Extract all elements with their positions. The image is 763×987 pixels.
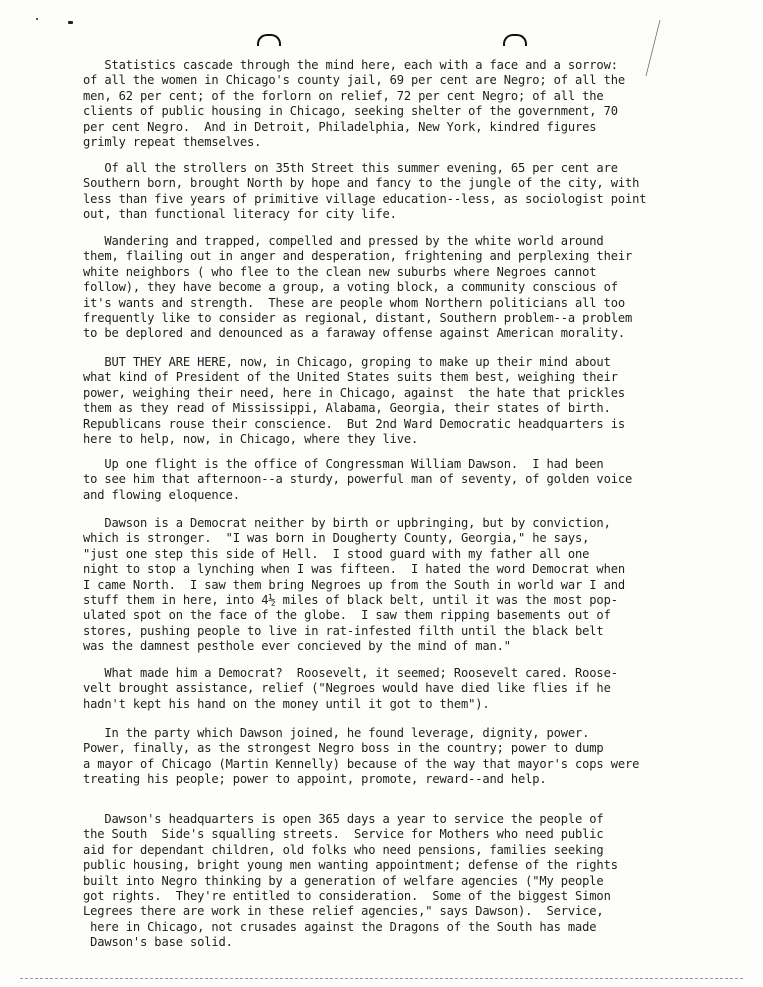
- text-line: white neighbors ( who flee to the clean new suburbs where Negroes cannot: [83, 264, 597, 279]
- text-line: a mayor of Chicago (Martin Kennelly) because of the way that mayor's cops were: [83, 756, 640, 771]
- hole-punch-mark: [68, 21, 73, 24]
- paragraph-party-leverage: [83, 726, 673, 788]
- text-line: Statistics cascade through the mind here, each with a face and a sorrow:: [83, 58, 618, 72]
- text-line: power, weighing their need, here in Chicago, against the hate that prickles: [83, 385, 625, 400]
- text-line: night to stop a lynching when I was fifteen. I hated the word Democrat when: [83, 562, 625, 577]
- text-line: to see him that afternoon--a sturdy, powerful man of seventy, of golden voice: [83, 472, 633, 487]
- text-line: follow), they have become a group, a voting block, a community conscious of: [83, 280, 618, 295]
- staple-mark-left: [257, 34, 281, 46]
- text-line: Dawson is a Democrat neither by birth or upbringing, but by conviction,: [83, 516, 611, 530]
- text-line: In the party which Dawson joined, he found leverage, dignity, power.: [83, 726, 590, 740]
- text-line: got rights. They're entitled to consideration. Some of the biggest Simon: [83, 889, 611, 904]
- paragraph-but-they-are-here: [83, 355, 673, 447]
- text-line: frequently like to consider as regional, distant, Southern problem--a problem: [83, 311, 633, 326]
- text-line: I came North. I saw them bring Negroes up from the South in world war I and: [83, 577, 625, 592]
- text-line: treating his people; power to appoint, promote, reward--and help.: [83, 772, 547, 787]
- text-line: velt brought assistance, relief ("Negroes would have died like flies if he: [83, 681, 611, 696]
- text-line: Dawson's headquarters is open 365 days a year to service the people of: [83, 812, 604, 826]
- paragraph-strollers: [83, 161, 673, 223]
- paragraph-what-made-him: [83, 666, 673, 712]
- scan-bottom-edge: [20, 978, 743, 979]
- text-line: of all the women in Chicago's county jail, 69 per cent are Negro; of all the: [83, 73, 625, 88]
- text-line: Wandering and trapped, compelled and pressed by the white world around: [83, 234, 604, 248]
- text-line: Southern born, brought North by hope and fancy to the jungle of the city, with: [83, 176, 640, 191]
- text-line: aid for dependant children, old folks who need pensions, families seeking: [83, 842, 604, 857]
- paragraph-up-one-flight: [83, 457, 673, 503]
- text-line: built into Negro thinking by a generation of welfare agencies ("My people: [83, 873, 604, 888]
- text-line: clients of public housing in Chicago, seeking shelter of the government, 70: [83, 104, 618, 119]
- corner-tick-mark: [36, 18, 38, 20]
- text-line: "just one step this side of Hell. I stood guard with my father all one: [83, 546, 590, 561]
- text-line: them, flailing out in anger and desperation, frightening and perplexing their: [83, 249, 633, 264]
- text-line: Power, finally, as the strongest Negro boss in the country; power to dump: [83, 741, 604, 756]
- text-line: them as they read of Mississippi, Alabama, Georgia, their states of birth.: [83, 401, 611, 416]
- text-line: Republicans rouse their conscience. But 2nd Ward Democratic headquarters is: [83, 416, 625, 431]
- text-line: per cent Negro. And in Detroit, Philadelphia, New York, kindred figures: [83, 119, 597, 134]
- text-line: Dawson's base solid.: [83, 935, 233, 950]
- paragraph-wandering: [83, 234, 673, 342]
- text-line: grimly repeat themselves.: [83, 135, 262, 150]
- text-line: men, 62 per cent; of the forlorn on relief, 72 per cent Negro; of all the: [83, 88, 604, 103]
- text-line: ulated spot on the face of the globe. I saw them ripping basements out of: [83, 608, 611, 623]
- text-line: which is stronger. "I was born in Dougherty County, Georgia," he says,: [83, 531, 590, 546]
- text-line: here in Chicago, not crusades against the Dragons of the South has made: [83, 919, 597, 934]
- text-line: out, than functional literacy for city life.: [83, 207, 397, 222]
- paragraph-headquarters: [83, 812, 673, 951]
- text-line: and flowing eloquence.: [83, 487, 240, 502]
- text-line: was the damnest pesthole ever concieved by the mind of man.": [83, 639, 511, 654]
- paragraph-dawson-democrat: [83, 516, 673, 655]
- text-line: the South Side's squalling streets. Service for Mothers who need public: [83, 827, 604, 842]
- text-line: less than five years of primitive village education--less, as sociologist point: [83, 191, 647, 206]
- text-line: What made him a Democrat? Roosevelt, it seemed; Roosevelt cared. Roose-: [83, 666, 618, 680]
- paragraph-statistics: [83, 58, 673, 150]
- text-line: BUT THEY ARE HERE, now, in Chicago, groping to make up their mind about: [83, 355, 611, 369]
- text-line: stuff them in here, into 4½ miles of black belt, until it was the most pop-: [83, 593, 618, 608]
- text-line: Legrees there are work in these relief agencies," says Dawson). Service,: [83, 904, 604, 919]
- text-line: what kind of President of the United States suits them best, weighing their: [83, 370, 618, 385]
- text-line: it's wants and strength. These are people whom Northern politicians all too: [83, 295, 625, 310]
- text-line: Up one flight is the office of Congressman William Dawson. I had been: [83, 457, 604, 471]
- staple-mark-right: [503, 34, 527, 46]
- text-line: hadn't kept his hand on the money until it got to them").: [83, 696, 490, 711]
- text-line: stores, pushing people to live in rat-infested filth until the black belt: [83, 623, 604, 638]
- text-line: Of all the strollers on 35th Street this summer evening, 65 per cent are: [83, 161, 618, 175]
- text-line: here to help, now, in Chicago, where they live.: [83, 432, 419, 447]
- text-line: to be deplored and denounced as a faraway offense against American morality.: [83, 326, 625, 341]
- text-line: public housing, bright young men wanting appointment; defense of the rights: [83, 858, 618, 873]
